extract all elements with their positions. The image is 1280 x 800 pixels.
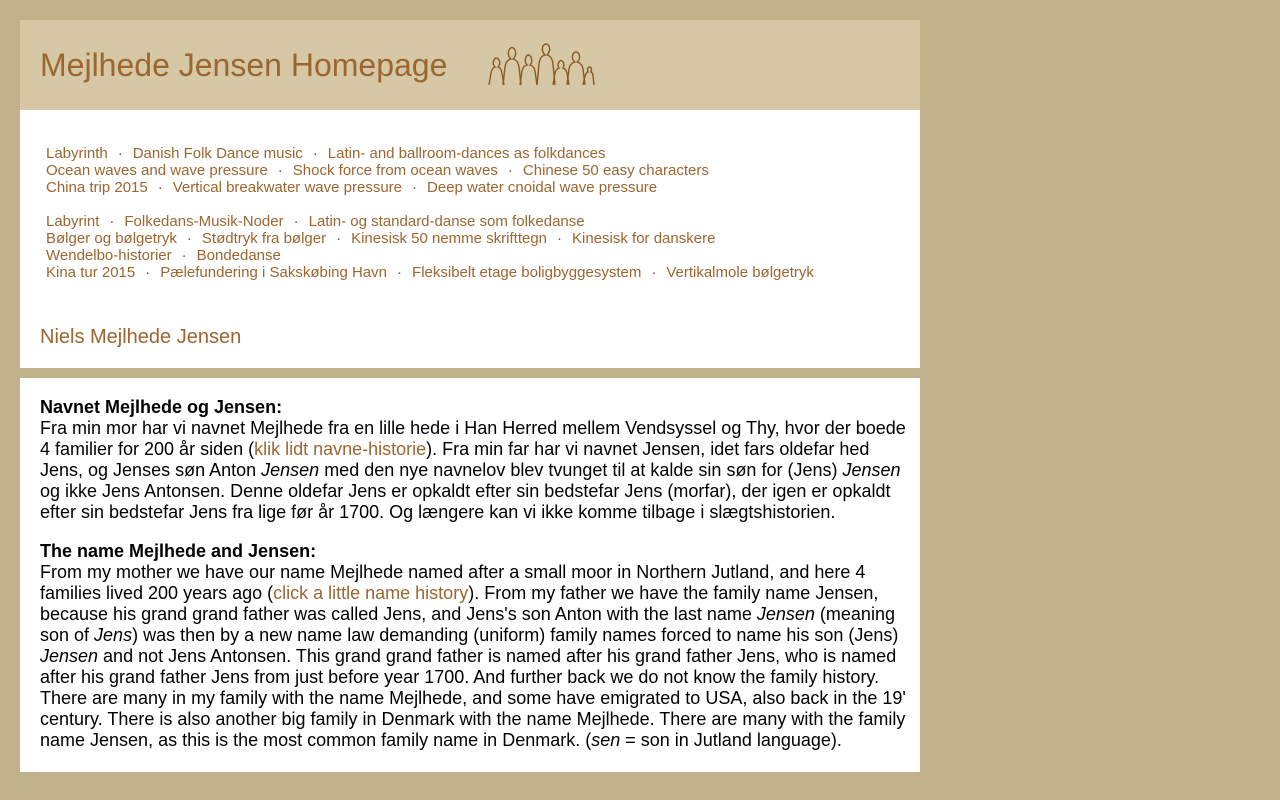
link-fleksibelt-etage[interactable]: Fleksibelt etage boligbyggesystem [412, 264, 642, 281]
nav-line [46, 213, 814, 230]
site-title: Mejlhede Jensen Homepage [40, 47, 448, 83]
family-silhouette-icon [487, 43, 595, 86]
link-ocean-waves[interactable]: Ocean waves and wave pressure [46, 162, 268, 179]
separator: · [117, 145, 123, 162]
link-vertical-breakwater[interactable]: Vertical breakwater wave pressure [172, 179, 403, 196]
danish-name-section [40, 397, 906, 523]
link-labyrinth[interactable]: Labyrinth [46, 145, 108, 162]
link-danish-folk-dance-music[interactable]: Danish Folk Dance music [132, 145, 303, 162]
english-name-section [40, 541, 906, 751]
separator: · [557, 230, 563, 247]
text-span: og ikke Jens Antonsen. Denne oldefar Jens er opkaldt efter sin bedstefar Jens (morfar), der igen er opkaldt efter sin bedstefar Jens fra lige før år 1700. Og længere kan vi ikke komme tilbage i slægtshistorien. [40, 481, 891, 522]
link-chinese-characters[interactable]: Chinese 50 easy characters [522, 162, 709, 179]
nav-line [46, 230, 814, 247]
link-kinesisk-skrifttegn[interactable]: Kinesisk 50 nemme skrifttegn [351, 230, 548, 247]
link-boelger[interactable]: Bølger og bølgetryk [46, 230, 177, 247]
name-history-link-da[interactable]: klik lidt navne-historie [254, 439, 427, 459]
link-latin-ballroom-folkdances[interactable]: Latin- and ballroom-dances as folkdances [327, 145, 606, 162]
emphasis: Jensen [40, 646, 99, 666]
link-folkedans-musik-noder[interactable]: Folkedans-Musik-Noder [124, 213, 284, 230]
link-shock-force[interactable]: Shock force from ocean waves [292, 162, 498, 179]
separator: · [336, 230, 342, 247]
link-china-trip[interactable]: China trip 2015 [46, 179, 148, 196]
english-paragraph [40, 562, 906, 751]
link-kina-tur[interactable]: Kina tur 2015 [46, 264, 136, 281]
separator: · [397, 264, 403, 281]
link-vertikalmole[interactable]: Vertikalmole bølgetryk [666, 264, 814, 281]
link-kinesisk-for-danskere[interactable]: Kinesisk for danskere [572, 230, 716, 247]
separator: · [277, 162, 283, 179]
english-heading: The name Mejlhede and Jensen: [40, 541, 317, 561]
nav-line [46, 179, 709, 196]
site-header [20, 20, 920, 110]
text-span: med den nye navnelov blev tvunget til at kalde sin søn for (Jens) [319, 460, 843, 480]
separator: · [312, 145, 318, 162]
emphasis: Jensen [756, 604, 815, 624]
emphasis: Jens [94, 625, 133, 645]
text-span: (meaning son of [40, 604, 895, 645]
separator: · [507, 162, 513, 179]
name-history-link-en[interactable]: click a little name history [273, 583, 469, 603]
link-deep-water-cnoidal[interactable]: Deep water cnoidal wave pressure [427, 179, 658, 196]
link-labyrint[interactable]: Labyrint [46, 213, 100, 230]
text-span: ) was then by a new name law demanding (uniform) family names forced to name his son (Jens) [132, 625, 899, 645]
author-name: Niels Mejlhede Jensen [40, 326, 242, 348]
text-span: and not Jens Antonsen. This grand grand father is named after his grand father Jens, who is named after his grand father Jens from just before year 1700. And further back we do not know the family history. There are many in my family with the name Mejlhede, and some have emigrated to USA, also back in the 19' century. There is also another big family in Denmark with the name Mejlhede. There are many with the family name Jensen, as this is the most common family name in Denmark. ( [40, 646, 906, 750]
text-span: = son in Jutland language). [620, 730, 842, 750]
content-panel [20, 378, 920, 772]
danish-paragraph [40, 418, 906, 523]
separator: · [157, 179, 163, 196]
separator: · [181, 247, 187, 264]
danish-links [46, 213, 814, 281]
link-stoedtryk[interactable]: Stødtryk fra bølger [201, 230, 327, 247]
nav-line [46, 264, 814, 281]
link-latin-standard-danse[interactable]: Latin- og standard-danse som folkedanse [308, 213, 585, 230]
separator: · [109, 213, 115, 230]
separator: · [651, 264, 657, 281]
text-span: ). Fra min far har vi navnet Jensen, idet fars oldefar hed Jens, og Jenses søn Anton [40, 439, 870, 480]
emphasis: sen [591, 730, 621, 750]
separator: · [293, 213, 299, 230]
text-span: ). From my father we have the family name Jensen, because his grand grand father was called Jens, and Jens's son Anton with the last name [40, 583, 879, 624]
nav-line [46, 162, 709, 179]
emphasis: Jensen [261, 460, 320, 480]
text-span: From my mother we have our name Mejlhede named after a small moor in Northern Jutland, and here 4 families lived 200 years ago ( [40, 562, 866, 603]
danish-heading: Navnet Mejlhede og Jensen: [40, 397, 283, 417]
nav-line [46, 247, 814, 264]
link-wendelbo-historier[interactable]: Wendelbo-historier [46, 247, 172, 264]
text-span: Fra min mor har vi navnet Mejlhede fra en lille hede i Han Herred mellem Vendsyssel og Thy, hvor der boede 4 familier for 200 år siden ( [40, 418, 906, 459]
navigation-panel [20, 110, 920, 368]
link-paelefundering[interactable]: Pælefundering i Sakskøbing Havn [160, 264, 388, 281]
separator: · [412, 179, 418, 196]
link-bondedanse[interactable]: Bondedanse [196, 247, 281, 264]
english-links [46, 145, 709, 196]
separator: · [145, 264, 151, 281]
separator: · [186, 230, 192, 247]
emphasis: Jensen [842, 460, 901, 480]
nav-line [46, 145, 709, 162]
